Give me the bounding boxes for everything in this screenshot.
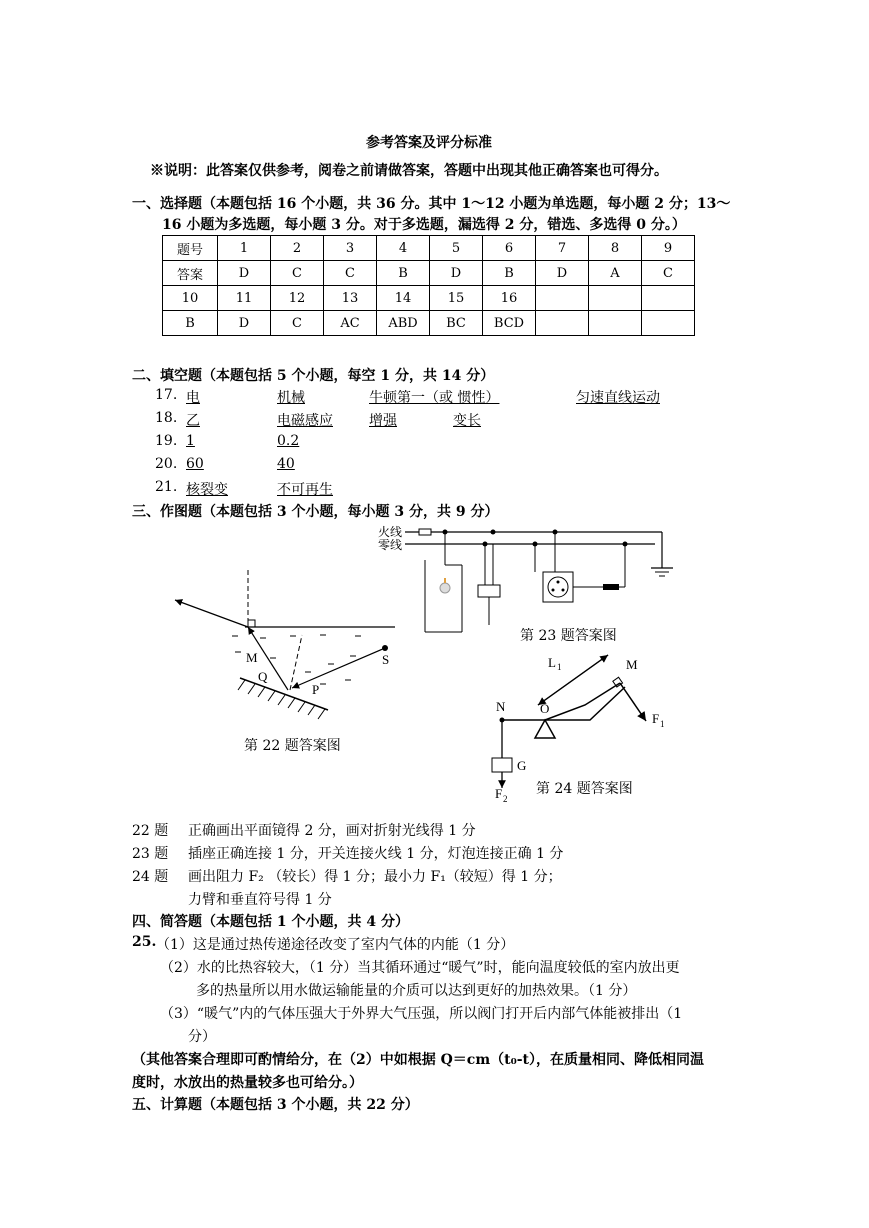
q18-number: 18. (155, 410, 178, 426)
q20-answer-1: 60 (186, 456, 204, 472)
table-cell: D (218, 311, 271, 336)
q25-part3b: 分） (188, 1029, 216, 1045)
table-cell: 13 (324, 286, 377, 311)
label-l1: L (548, 655, 556, 670)
table-cell: C (271, 311, 324, 336)
table-cell: B (483, 261, 536, 286)
q25-part3a: （3）“暖气”内的气体压强大于外界大气压强，所以阀门打开后内部气体能被排出（1 (160, 1006, 683, 1022)
figure-22 (160, 560, 410, 760)
table-cell (642, 311, 695, 336)
sec3-heading: 三、作图题（本题包括 3 个小题，每小题 3 分，共 9 分） (132, 504, 499, 520)
table-cell: 14 (377, 286, 430, 311)
table-cell: AC (324, 311, 377, 336)
sec5-heading: 五、计算题（本题包括 3 个小题，共 22 分） (132, 1097, 419, 1113)
point-s (382, 645, 388, 651)
table-cell: A (589, 261, 642, 286)
table-cell: C (271, 261, 324, 286)
table-cell (589, 286, 642, 311)
table-cell: 16 (483, 286, 536, 311)
q19-answer-1: 1 (186, 433, 195, 449)
table-cell: 8 (589, 236, 642, 261)
q17-number: 17. (155, 387, 178, 403)
label-m: M (246, 650, 258, 665)
label-q: Q (258, 669, 268, 684)
sec4-heading: 四、简答题（本题包括 1 个小题，共 4 分） (132, 914, 409, 930)
q17-answer-4: 匀速直线运动 (576, 390, 660, 406)
table-cell (642, 286, 695, 311)
note: ※说明：此答案仅供参考，阅卷之前请做答案，答题中出现其他正确答案也可得分。 (150, 163, 668, 179)
sec2-heading: 二、填空题（本题包括 5 个小题，每空 1 分，共 14 分） (132, 368, 495, 384)
q17-answer-3: 牛顿第一（或 惯性） (369, 390, 500, 406)
table-cell: 4 (377, 236, 430, 261)
table-cell: 答案 (163, 261, 218, 286)
figure-23 (375, 520, 675, 640)
fuse-icon (419, 529, 431, 535)
table-cell (536, 311, 589, 336)
table-cell: 3 (324, 236, 377, 261)
label-s: S (382, 652, 390, 667)
table-cell: 2 (271, 236, 324, 261)
q20-answer-2: 40 (277, 456, 295, 472)
label-l1-sub: 1 (557, 662, 562, 672)
label-m: M (626, 657, 638, 672)
table-cell: C (324, 261, 377, 286)
label-p: P (312, 682, 320, 697)
label-f2-sub: 2 (503, 794, 508, 804)
q21-answer-2: 不可再生 (277, 482, 333, 498)
q21-answer-1: 核裂变 (186, 482, 228, 498)
s23-text: 插座正确连接 1 分，开关连接火线 1 分，灯泡连接正确 1 分 (188, 846, 564, 862)
label-f2: F (495, 786, 503, 801)
table-cell: 11 (218, 286, 271, 311)
fig24-caption: 第 24 题答案图 (536, 781, 633, 797)
table-cell: 15 (430, 286, 483, 311)
q17-answer-1: 电 (186, 390, 200, 406)
mirror-normal (290, 635, 302, 690)
q25-extra-1: （其他答案合理即可酌情给分，在（2）中如根据 Q＝cm（t₀-t），在质量相同、降低相同温 (132, 1052, 705, 1068)
table-cell: 1 (218, 236, 271, 261)
fulcrum-icon (535, 720, 555, 738)
table-cell: 9 (642, 236, 695, 261)
label-g: G (517, 758, 527, 773)
table-cell (589, 311, 642, 336)
sec1-heading-line2: 16 小题为多选题，每小题 3 分。对于多选题，漏选得 2 分，错选、多选得 0 分。） (162, 217, 686, 233)
s23-number: 23 题 (132, 846, 169, 862)
table-cell: D (536, 261, 589, 286)
table-cell (536, 286, 589, 311)
table-row (163, 311, 695, 336)
q19-answer-2: 0.2 (277, 433, 300, 449)
weight-icon (492, 758, 512, 772)
table-cell: B (163, 311, 218, 336)
s22-number: 22 题 (132, 823, 169, 839)
q25-part1: （1）这是通过热传递途径改变了室内气体的内能（1 分） (156, 937, 515, 953)
table-row (163, 236, 695, 261)
q19-number: 19. (155, 433, 178, 449)
label-f1: F (652, 711, 660, 726)
table-cell: D (218, 261, 271, 286)
incident-ray (292, 648, 385, 688)
live-wire-label: 火线 (378, 525, 403, 539)
table-row (163, 261, 695, 286)
q25-part2b: 多的热量所以用水做运输能量的介质可以达到更好的加热效果。（1 分） (196, 983, 637, 999)
q25-part2a: （2）水的比热容较大，（1 分）当其循环通过“暖气”时，能向温度较低的室内放出更 (160, 960, 680, 976)
q18-answer-2: 电磁感应 (277, 413, 333, 429)
q18-answer-1: 乙 (186, 413, 200, 429)
q20-number: 20. (155, 456, 178, 472)
table-cell: 7 (536, 236, 589, 261)
page-title: 参考答案及评分标准 (366, 135, 492, 151)
table-cell: B (377, 261, 430, 286)
table-cell: ABD (377, 311, 430, 336)
fuse-icon (603, 584, 619, 590)
table-cell: BCD (483, 311, 536, 336)
q18-answer-4: 变长 (453, 413, 481, 429)
label-o: O (540, 701, 550, 716)
switch-icon (478, 585, 500, 597)
table-cell: D (430, 261, 483, 286)
s24-text: 画出阻力 F₂ （较长）得 1 分；最小力 F₁（较短）得 1 分； (188, 869, 562, 885)
q25-extra-2: 度时，水放出的热量较多也可给分。） (132, 1075, 363, 1091)
s22-text: 正确画出平面镜得 2 分，画对折射光线得 1 分 (188, 823, 476, 839)
neutral-wire-label: 零线 (378, 538, 403, 552)
table-cell: 题号 (163, 236, 218, 261)
answer-table (162, 235, 695, 336)
q25-number: 25. (132, 934, 157, 950)
fig22-caption: 第 22 题答案图 (244, 738, 341, 754)
label-n: N (496, 699, 506, 714)
refracted-ray (175, 600, 248, 627)
label-f1-sub: 1 (660, 719, 665, 729)
force-f1 (620, 683, 646, 721)
q18-answer-3: 增强 (369, 413, 397, 429)
table-cell: C (642, 261, 695, 286)
table-cell: BC (430, 311, 483, 336)
table-cell: 5 (430, 236, 483, 261)
q21-number: 21. (155, 479, 178, 495)
table-row (163, 286, 695, 311)
table-cell: 12 (271, 286, 324, 311)
s24-number: 24 题 (132, 869, 169, 885)
right-angle-mark (248, 620, 255, 627)
sec1-heading-line1: 一、选择题（本题包括 16 个小题，共 36 分。其中 1～12 小题为单选题，每小题 2 分；13～ (132, 196, 731, 212)
table-cell: 6 (483, 236, 536, 261)
q17-answer-2: 机械 (277, 390, 305, 406)
table-cell: 10 (163, 286, 218, 311)
fig23-caption: 第 23 题答案图 (520, 628, 617, 644)
s24-text-2: 力臂和垂直符号得 1 分 (188, 892, 332, 908)
lamp-icon (440, 583, 450, 593)
